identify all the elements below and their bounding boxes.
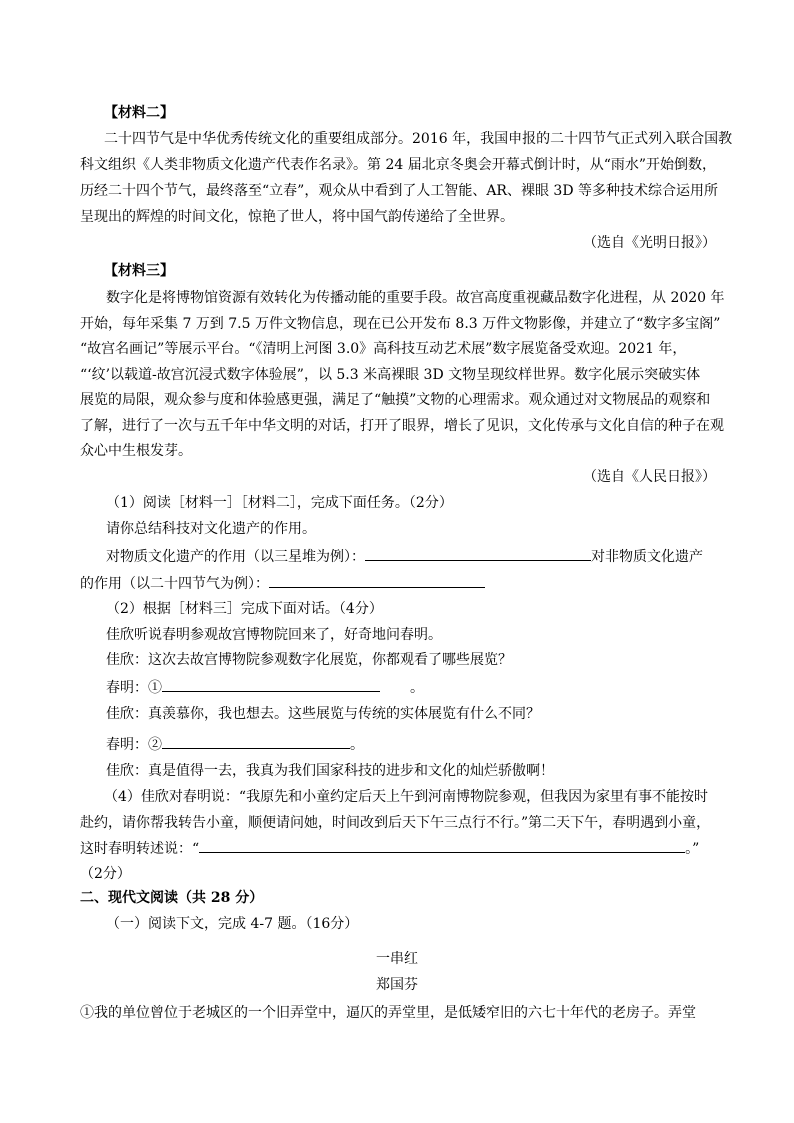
question-2: （2）根据［材料三］完成下面对话。（4分） <box>106 601 383 617</box>
article-author: 郑国芬 <box>376 977 418 993</box>
section-2-heading: 二、现代文阅读（共 28 分） <box>80 890 264 906</box>
dialogue-blank-1[interactable] <box>162 677 380 692</box>
material2-line-3: 历经二十四个节气，最终落至“立春”，观众从中看到了人工智能、AR、裸眼 3D 等多种技术综合运用所 <box>80 183 718 199</box>
q4-suffix: 。” <box>685 841 700 857</box>
question-4-line-2: 赴约，请你帮我转告小童，顺便请问她，时间改到后天下午三点行不行。”第二天下午，春明遇到小童， <box>80 815 711 831</box>
answer-b-blank[interactable] <box>269 573 485 588</box>
dialogue-2-prefix: 春明：① <box>106 680 162 696</box>
question-1-answer-a <box>106 546 703 567</box>
question-1-task: 请你总结科技对文化遗产的作用。 <box>106 521 316 537</box>
dialogue-2-suffix: 。 <box>410 680 424 696</box>
question-2-intro: 佳欣听说春明参观故宫博物院回来了，好奇地问春明。 <box>106 627 442 643</box>
material3-line-7: 众心中生根发芽。 <box>80 443 192 459</box>
question-4-score: （2分） <box>80 866 131 882</box>
dialogue-line-5: 佳欣：真是值得一去，我真为我们国家科技的进步和文化的灿烂骄傲啊！ <box>106 763 554 779</box>
article-title: 一串红 <box>376 951 418 967</box>
material2-heading: 【材料二】 <box>104 105 174 121</box>
dialogue-line-1: 佳欣：这次去故宫博物院参观数字化展览，你都观看了哪些展览？ <box>106 652 512 668</box>
material3-line-5: 展览的局限，观众参与度和体验感更强，满足了“触摸”文物的心理需求。观众通过对文物展品的观察和 <box>80 392 711 408</box>
dialogue-4-prefix: 春明：② <box>106 737 162 753</box>
dialogue-blank-2[interactable] <box>162 734 350 749</box>
dialogue-line-3: 佳欣：真羡慕你，我也想去。这些展览与传统的实体展览有什么不同？ <box>106 706 540 722</box>
question-4-line-1: （4）佳欣对春明说：“我原先和小童约定后天上午到河南博物院参观，但我因为家里有事不能按时 <box>104 789 709 805</box>
question-1: （1）阅读［材料一］［材料二］，完成下面任务。（2分） <box>106 495 453 511</box>
answer-a-prefix: 对物质文化遗产的作用（以三星堆为例）： <box>106 549 365 565</box>
material3-line-3: “故宫名画记”等展示平台。“《清明上河图 3.0》高科技互动艺术展”数字展览备受欢迎。2021 年， <box>80 341 687 357</box>
material3-heading: 【材料三】 <box>104 263 174 279</box>
answer-a-suffix: 对非物质文化遗产 <box>591 549 703 565</box>
dialogue-line-2 <box>106 677 424 698</box>
answer-a-blank[interactable] <box>365 546 591 561</box>
material2-line-1: 二十四节气是中华优秀传统文化的重要组成部分。2016 年，我国申报的二十四节气正式列入联合国教 <box>104 131 733 147</box>
material3-line-4: “‘纹’以载道-故宫沉浸式数字体验展”，以 5.3 米高裸眼 3D 文物呈现纹样世界。数字化展示突破实体 <box>80 367 701 383</box>
q4-prefix: 这时春明转述说：“ <box>80 841 200 857</box>
question-1-answer-b <box>80 573 485 594</box>
q4-blank[interactable] <box>199 838 685 853</box>
answer-b-prefix: 的作用（以二十四节气为例）： <box>80 576 269 592</box>
dialogue-line-4 <box>106 734 364 755</box>
material3-line-2: 开始，每年采集 7 万到 7.5 万件文物信息，现在已公开发布 8.3 万件文物影像，并建立了“数字多宝阁” <box>80 316 721 332</box>
material3-line-1: 数字化是将博物馆资源有效转化为传播动能的重要手段。故宫高度重视藏品数字化进程，从 2020 年 <box>106 290 725 306</box>
dialogue-4-suffix: 。 <box>350 737 364 753</box>
question-4-line-3 <box>80 838 699 859</box>
section-2-subheading: （一）阅读下文，完成 4-7 题。（16分） <box>106 916 359 932</box>
material2-source: （选自《光明日报》） <box>583 235 716 251</box>
article-paragraph-1: ①我的单位曾位于老城区的一个旧弄堂中，逼仄的弄堂里，是低矮窄旧的六七十年代的老房子。弄堂 <box>80 1005 696 1021</box>
material2-line-4: 呈现出的辉煌的时间文化，惊艳了世人，将中国气韵传递给了全世界。 <box>80 209 514 225</box>
material3-line-6: 了解，进行了一次与五千年中华文明的对话，打开了眼界，增长了见识，文化传承与文化自信的种子在观 <box>80 418 724 434</box>
material2-line-2: 科文组织《人类非物质文化遗产代表作名录》。第 24 届北京冬奥会开幕式倒计时，从“雨水”开始倒数， <box>80 157 717 173</box>
material3-source: （选自《人民日报》） <box>583 469 716 485</box>
